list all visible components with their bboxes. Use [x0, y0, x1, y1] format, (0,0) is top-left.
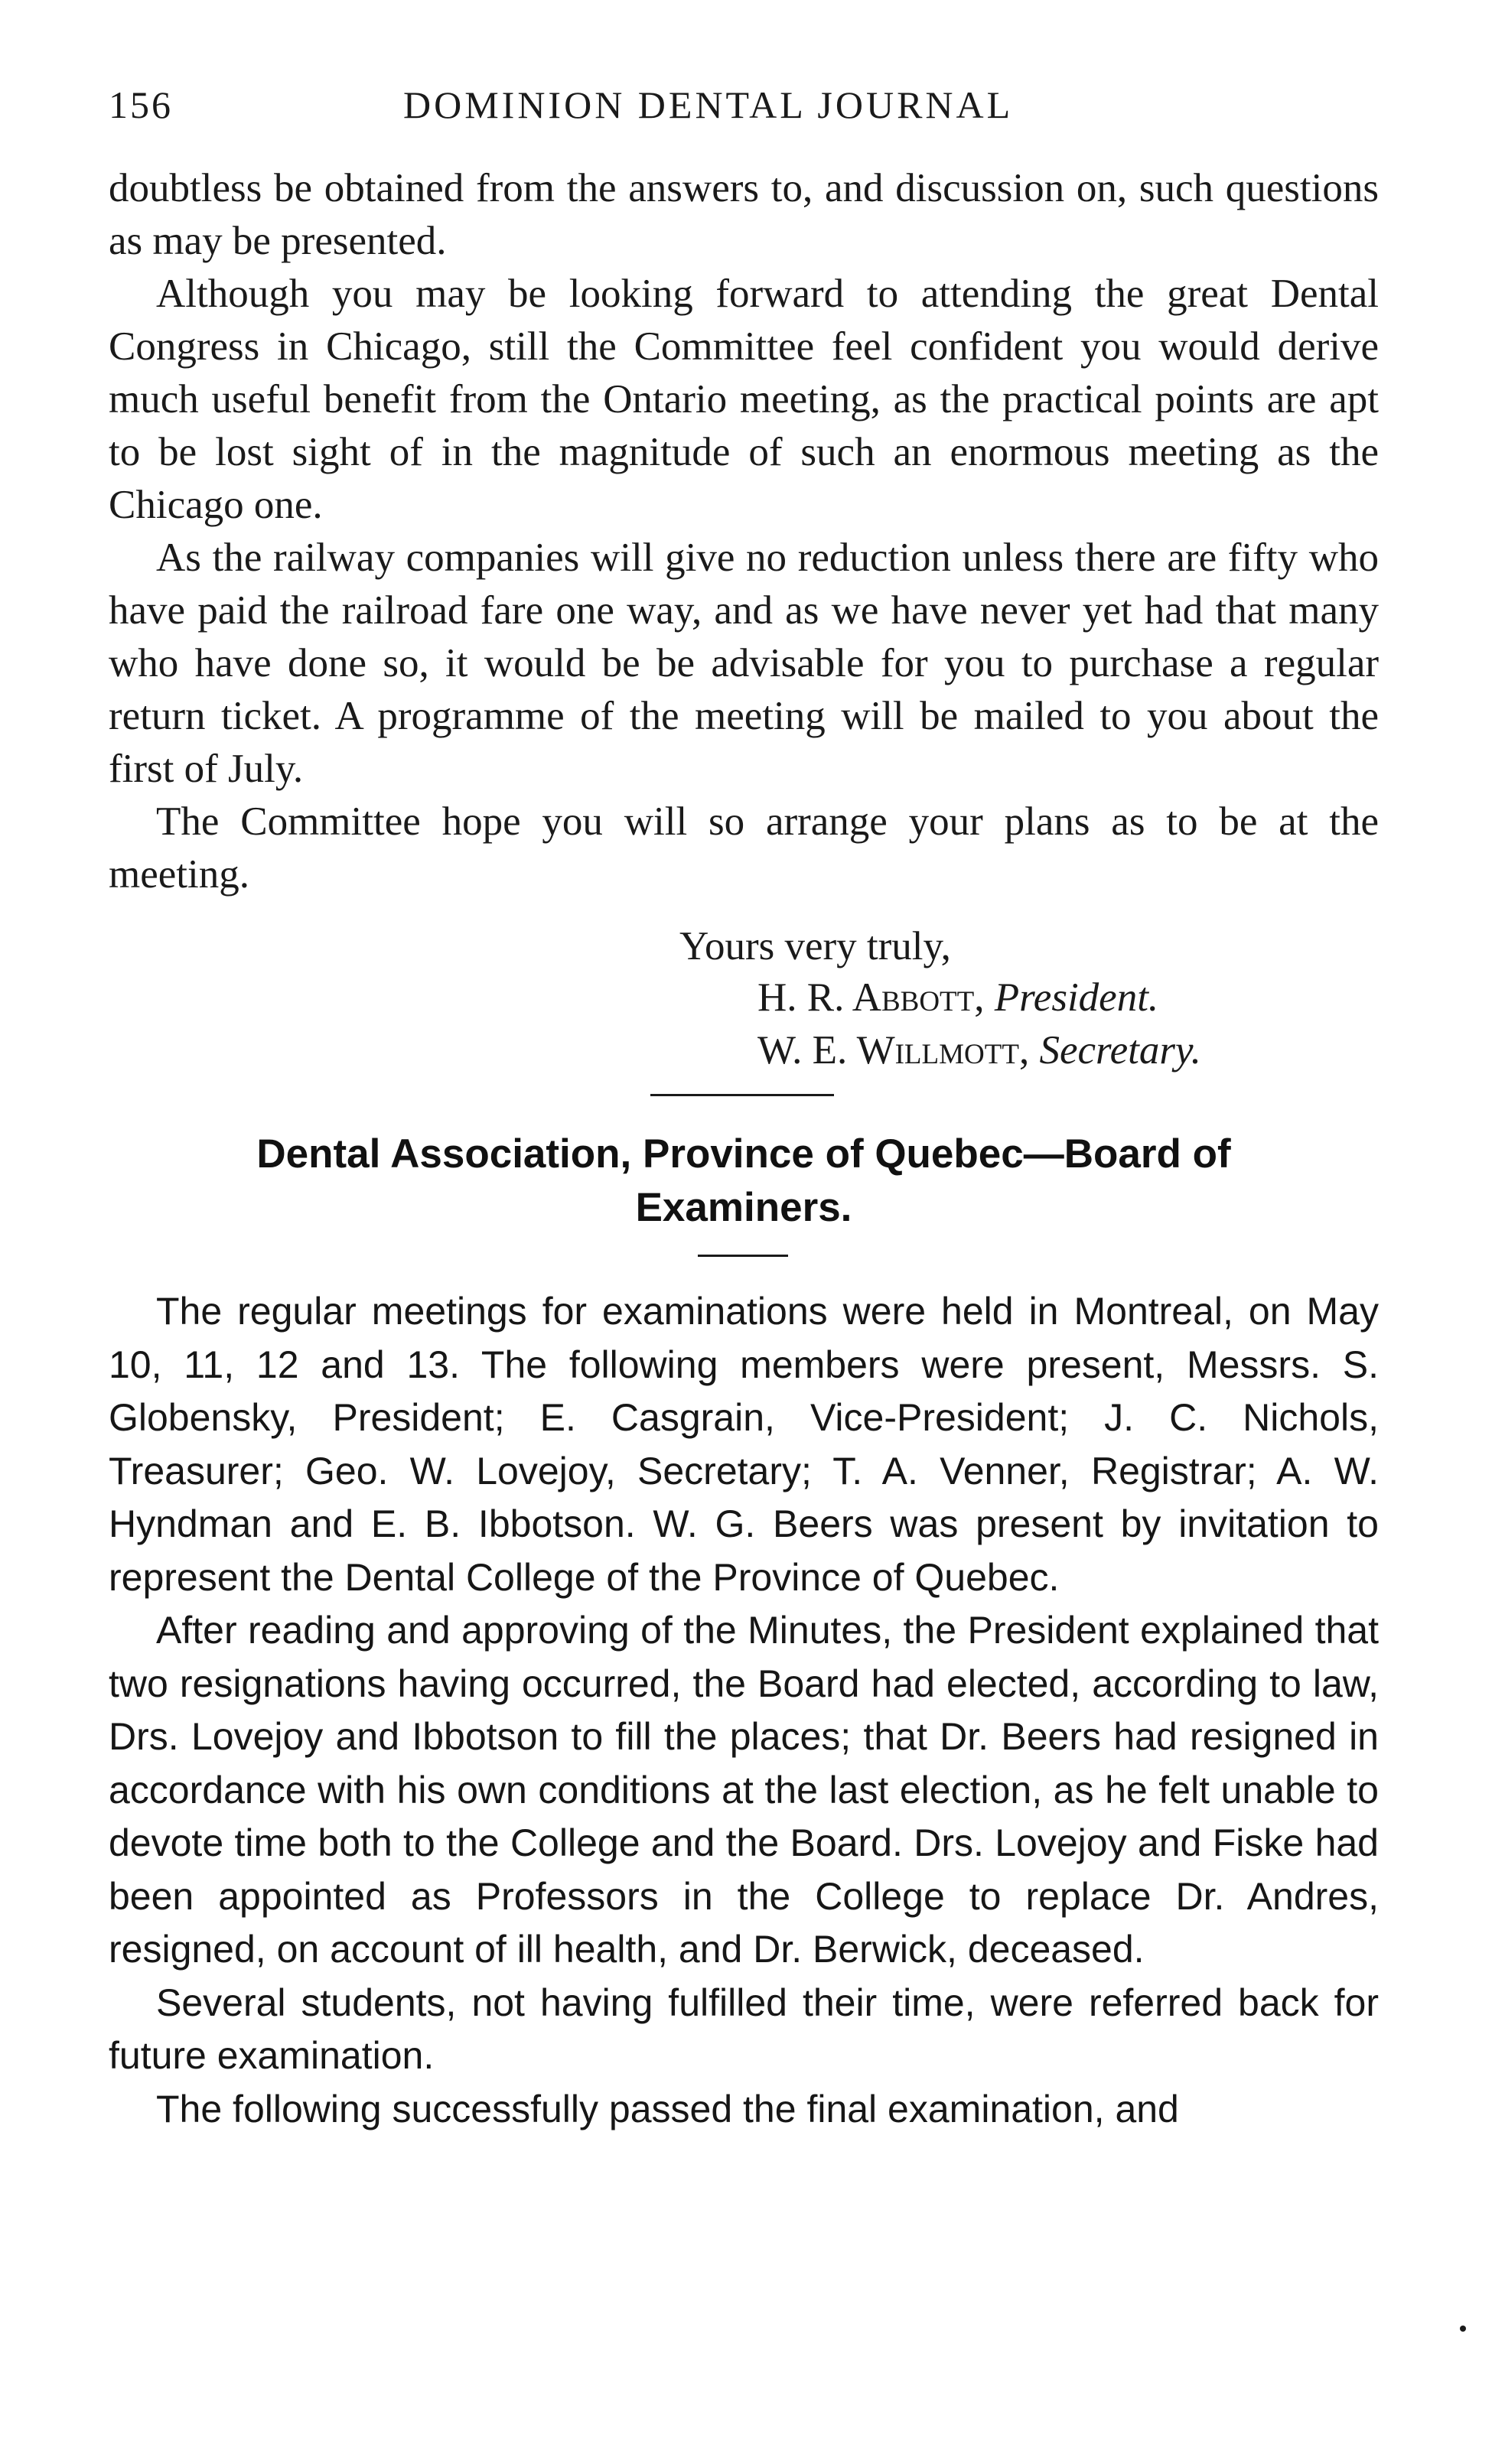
- letter-paragraph: doubtless be obtained from the answers to, and discussion on, such questions as may be presented.: [109, 166, 1379, 263]
- section-heading: [109, 1128, 1379, 1235]
- section-heading-line: Examiners.: [635, 1185, 852, 1230]
- journal-title: DOMINION DENTAL JOURNAL: [403, 83, 1014, 126]
- section-paragraph: The regular meetings for examinations were held in Montreal, on May 10, 11, 12 and 13. The following members were present, Messrs. S. Globensky, President; E. Casgrain, Vice-President; J. C. Nichols, Treasurer; Geo. W. Lovejoy, Secretary; T. A. Venner, Registrar; A. W. Hyndman and E. B. Ibbotson. W. G. Beers was present by invitation to represent the Dental College of the Province of Quebec.: [109, 1290, 1379, 1599]
- letter-body: [109, 162, 1379, 901]
- section-paragraph: The following successfully passed the final examination, and: [156, 2087, 1179, 2130]
- letter-paragraph: The Committee hope you will so arrange your plans as to be at the meeting.: [109, 799, 1379, 897]
- signatory-name: W. E. Willmott,: [757, 1028, 1030, 1073]
- letter-paragraph: Although you may be looking forward to attending the great Dental Congress in Chicago, still the Committee feel confident you would derive much useful benefit from the Ontario meeting, as the practical points are apt to be lost sight of in the magnitude of such an enormous meeting as the Chicago one.: [109, 272, 1379, 527]
- page-number: 156: [109, 83, 173, 126]
- section-paragraph: Several students, not having fulfilled their time, were referred back for future examination.: [109, 1981, 1379, 2077]
- signatory-secretary: [757, 1024, 1201, 1077]
- running-head: [109, 83, 1379, 136]
- section-divider-rule: [650, 1094, 834, 1096]
- closing-line: Yours very truly,: [679, 924, 951, 968]
- section-heading-line: Dental Association, Province of Quebec—Board of: [256, 1131, 1231, 1177]
- signatory-title: Secretary.: [1039, 1028, 1201, 1073]
- letter-paragraph: As the railway companies will give no reduction unless there are fifty who have paid the railroad fare one way, and as we have never yet had that many who have done so, it would be be advisable for you to purchase a regular return ticket. A programme of the meeting will be mailed to you about the first of July.: [109, 535, 1379, 791]
- heading-underline-rule: [698, 1255, 788, 1257]
- section-body: [109, 1285, 1379, 2136]
- signatory-name: H. R. Abbott,: [757, 975, 985, 1020]
- section-paragraph: After reading and approving of the Minutes, the President explained that two resignations having occurred, the Board had elected, according to law, Drs. Lovejoy and Ibbotson to fill the places; that Dr. Beers had resigned in accordance with his own conditions at the last election, as he felt unable to devote time both to the College and the Board. Drs. Lovejoy and Fiske had been appointed as Professors in the College to replace Dr. Andres, resigned, on account of ill health, and Dr. Berwick, deceased.: [109, 1609, 1379, 1971]
- print-speck: [1460, 2326, 1466, 2332]
- signatory-president: [757, 972, 1158, 1024]
- signatory-title: President.: [994, 975, 1159, 1020]
